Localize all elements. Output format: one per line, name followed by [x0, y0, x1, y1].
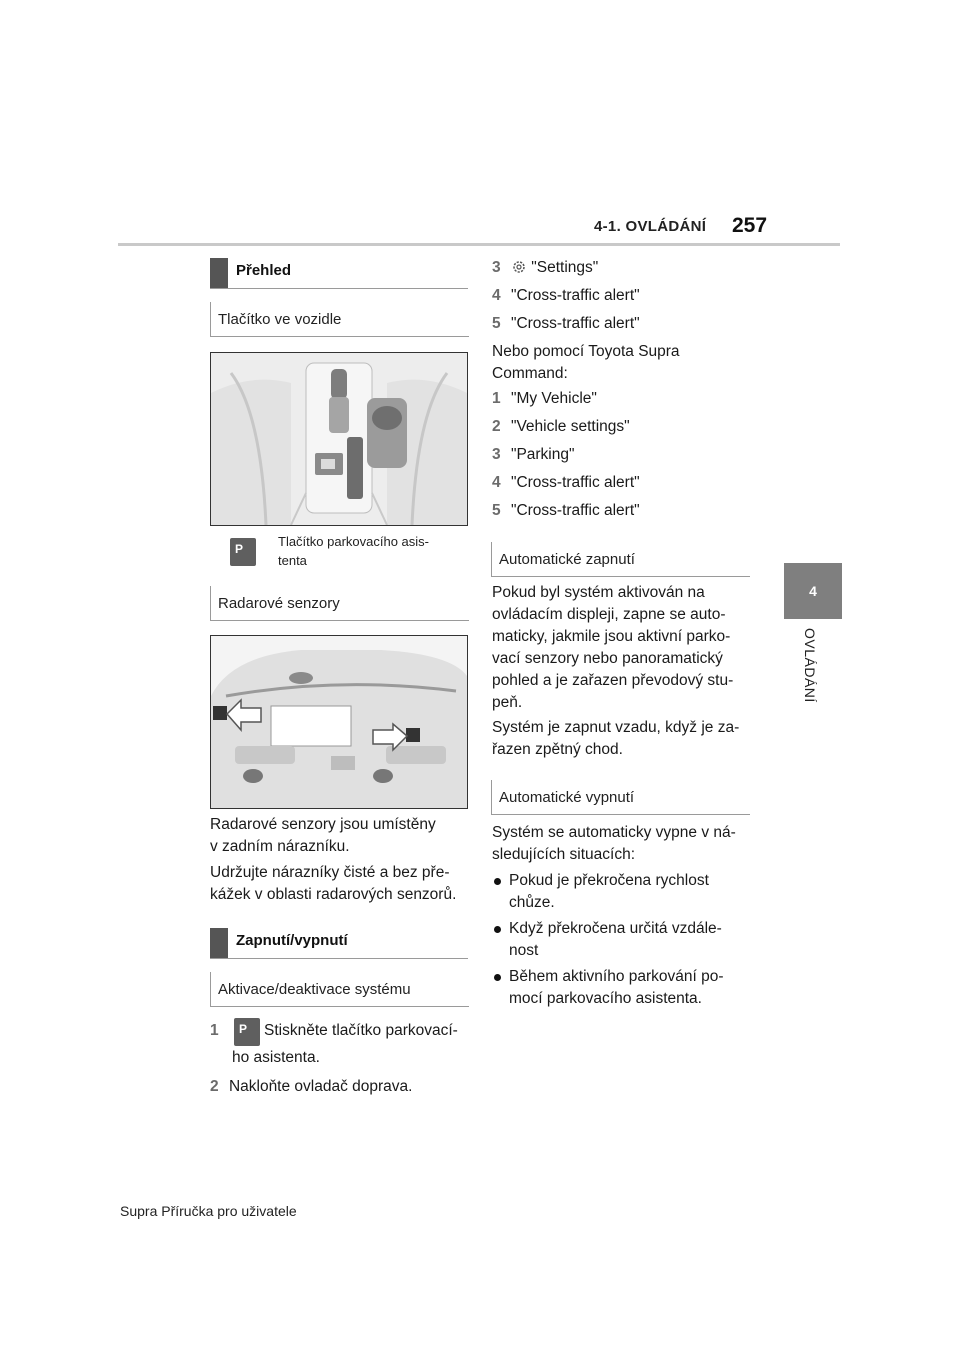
subheading-text: Automatické vypnutí [499, 789, 635, 806]
chapter-tab-label: OVLÁDÁNÍ [802, 628, 818, 703]
step-1 [210, 1020, 219, 1042]
step-number: 3 [492, 259, 501, 276]
center-console-image [211, 353, 467, 525]
gear-icon [511, 259, 527, 282]
step-number: 5 [492, 315, 501, 332]
step-a-4 [492, 285, 640, 307]
step-1-text-b: ho asistenta. [232, 1049, 320, 1066]
step-b-3 [492, 444, 575, 466]
step-number: 2 [492, 418, 501, 435]
step-number: 3 [492, 446, 501, 463]
step-text: "Settings" [531, 259, 599, 276]
heading-text: Zapnutí/vypnutí [236, 932, 348, 949]
auto-on-text-2: Systém je zapnut vzadu, když je za- řazen zpětný chod. [492, 719, 740, 758]
subheading-text: Tlačítko ve vozidle [218, 311, 342, 328]
section-heading-overview [210, 258, 468, 289]
list-item: Když překročena určitá vzdále- nost [509, 918, 754, 962]
subheading-activation [210, 972, 469, 1007]
subheading-button-in-vehicle [210, 302, 469, 337]
step-number: 4 [492, 287, 501, 304]
park-assist-button-icon: P [234, 1018, 260, 1051]
subheading-auto-off [491, 780, 750, 815]
heading-bar [210, 928, 228, 958]
rear-bumper-image [211, 636, 467, 808]
subheading-auto-on [491, 542, 750, 577]
step-number: 1 [210, 1022, 219, 1039]
park-assist-button-icon: P [230, 538, 256, 571]
list-item: Pokud je překročena rychlost chůze. [509, 870, 754, 914]
step-number: 5 [492, 502, 501, 519]
section-heading-on-off [210, 928, 468, 959]
step-a-3 [492, 257, 598, 282]
subheading-radar-sensors [210, 586, 469, 621]
step-text: "My Vehicle" [510, 390, 597, 407]
step-number: 2 [210, 1078, 219, 1095]
step-1-text-a: Stiskněte tlačítko parkovací- [264, 1022, 458, 1039]
step-b-2 [492, 416, 630, 438]
auto-on-text-1: Pokud byl systém aktivován na ovládacím displeji, zapne se auto- maticky, jakmile jsou aktivní parko- vací senzory nebo panoramatický pohled a je zařazen převodový stu- peň. [492, 584, 734, 711]
step-a-5 [492, 313, 640, 335]
park-button-caption: Tlačítko parkovacího asis- tenta [278, 534, 430, 568]
step-text: "Cross-traffic alert" [510, 287, 640, 304]
page-number: 257 [732, 214, 768, 237]
step-text: Nakloňte ovladač doprava. [228, 1078, 413, 1095]
step-text: "Parking" [510, 446, 575, 463]
step-text: "Cross-traffic alert" [510, 315, 640, 332]
header-rule [118, 243, 840, 246]
command-intro: Nebo pomocí Toyota Supra Command: [492, 343, 680, 382]
step-text: "Vehicle settings" [510, 418, 630, 435]
step-b-5 [492, 500, 640, 522]
heading-text: Přehled [236, 262, 292, 279]
rear-bumper-illustration [210, 635, 468, 809]
subheading-text: Automatické zapnutí [499, 551, 635, 568]
step-2 [210, 1076, 412, 1098]
step-text: "Cross-traffic alert" [510, 502, 640, 519]
heading-bar [210, 258, 228, 288]
list-item: Během aktivního parkování po- mocí parkovacího asistenta. [509, 966, 754, 1010]
chapter-tab-number: 4 [784, 563, 842, 619]
radar-clean-text: Udržujte nárazníky čisté a bez pře- kážek v oblasti radarových senzorů. [210, 864, 457, 903]
step-text: "Cross-traffic alert" [510, 474, 640, 491]
radar-location-text: Radarové senzory jsou umístěny v zadním nárazníku. [210, 816, 436, 855]
running-header-section: 4-1. OVLÁDÁNÍ [594, 218, 707, 235]
step-number: 1 [492, 390, 501, 407]
step-number: 4 [492, 474, 501, 491]
auto-off-intro: Systém se automaticky vypne v ná- sledujících situacích: [492, 824, 736, 863]
step-b-4 [492, 472, 640, 494]
step-b-1 [492, 388, 597, 410]
subheading-text: Radarové senzory [218, 595, 340, 612]
console-illustration [210, 352, 468, 526]
page-footer: Supra Příručka pro uživatele [120, 1203, 297, 1219]
subheading-text: Aktivace/deaktivace systému [218, 981, 411, 998]
